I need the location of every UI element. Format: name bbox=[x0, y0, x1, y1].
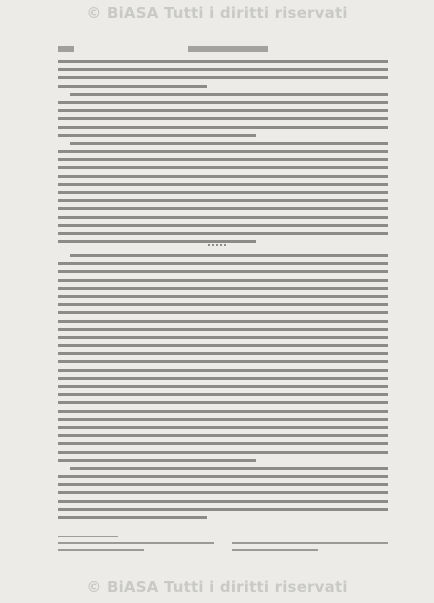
text-line bbox=[58, 459, 256, 462]
text-line bbox=[58, 150, 388, 153]
text-line bbox=[58, 344, 388, 347]
text-line bbox=[58, 336, 388, 339]
section-separator bbox=[208, 244, 226, 250]
text-line bbox=[58, 418, 388, 421]
text-line bbox=[58, 101, 388, 104]
text-line bbox=[58, 287, 388, 290]
footnote-rule bbox=[58, 536, 118, 537]
text-line bbox=[58, 516, 207, 519]
text-line bbox=[58, 134, 256, 137]
text-line bbox=[58, 328, 388, 331]
text-line bbox=[58, 303, 388, 306]
text-line bbox=[58, 199, 388, 202]
text-line bbox=[58, 369, 388, 372]
footnote-right bbox=[232, 542, 388, 556]
text-line bbox=[58, 475, 388, 478]
text-line bbox=[58, 224, 388, 227]
text-line bbox=[58, 85, 207, 88]
text-line bbox=[58, 270, 388, 273]
text-line bbox=[58, 216, 388, 219]
text-line bbox=[70, 93, 388, 96]
footnote-line bbox=[232, 542, 388, 544]
watermark-bottom: © BiASA Tutti i diritti riservati bbox=[86, 578, 348, 596]
body-text-block bbox=[58, 254, 388, 524]
text-line bbox=[58, 410, 388, 413]
text-line bbox=[58, 442, 388, 445]
text-line bbox=[58, 183, 388, 186]
text-line bbox=[58, 191, 388, 194]
text-line bbox=[70, 467, 388, 470]
text-line bbox=[58, 175, 388, 178]
text-line bbox=[58, 207, 388, 210]
text-line bbox=[58, 68, 388, 71]
text-line bbox=[70, 142, 388, 145]
text-line bbox=[58, 451, 388, 454]
running-head bbox=[188, 46, 268, 52]
text-line bbox=[58, 262, 388, 265]
text-line bbox=[58, 401, 388, 404]
text-line bbox=[58, 385, 388, 388]
footnote-left bbox=[58, 542, 214, 556]
footnote-line bbox=[232, 549, 318, 551]
text-line bbox=[58, 352, 388, 355]
text-line bbox=[58, 483, 388, 486]
text-line bbox=[58, 126, 388, 129]
text-line bbox=[58, 360, 388, 363]
text-line bbox=[58, 311, 388, 314]
text-line bbox=[58, 279, 388, 282]
text-line bbox=[58, 295, 388, 298]
footnotes bbox=[58, 542, 388, 566]
footnote-line bbox=[58, 549, 144, 551]
page-header bbox=[58, 46, 388, 56]
text-line bbox=[58, 426, 388, 429]
text-line bbox=[70, 254, 388, 257]
page-number bbox=[58, 46, 74, 52]
text-line bbox=[58, 166, 388, 169]
text-line bbox=[58, 377, 388, 380]
footnote-line bbox=[58, 542, 214, 544]
text-line bbox=[58, 158, 388, 161]
text-line bbox=[58, 508, 388, 511]
text-line bbox=[58, 500, 388, 503]
watermark-top: © BiASA Tutti i diritti riservati bbox=[86, 4, 348, 22]
text-line bbox=[58, 393, 388, 396]
body-text-block bbox=[58, 60, 388, 248]
text-line bbox=[58, 491, 388, 494]
text-line bbox=[58, 320, 388, 323]
text-line bbox=[58, 117, 388, 120]
text-line bbox=[58, 60, 388, 63]
text-line bbox=[58, 240, 256, 243]
text-line bbox=[58, 109, 388, 112]
text-line bbox=[58, 76, 388, 79]
text-line bbox=[58, 232, 388, 235]
text-line bbox=[58, 434, 388, 437]
